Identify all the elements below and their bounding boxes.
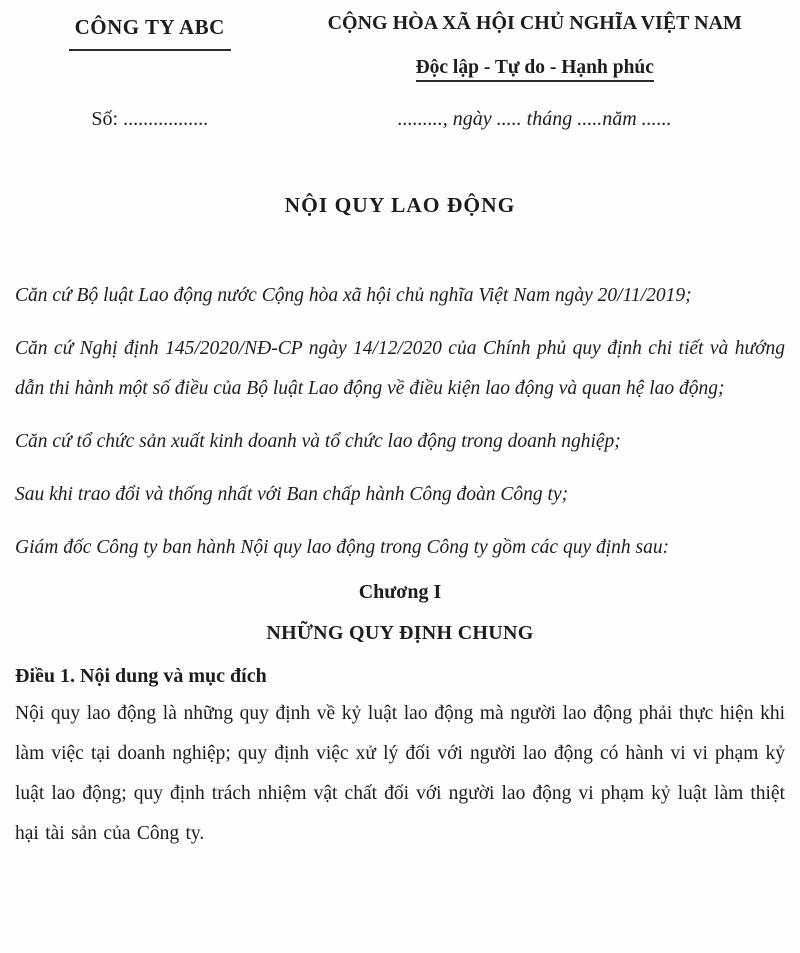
header-national-block bbox=[285, 12, 786, 82]
preamble-paragraph-5: Giám đốc Công ty ban hành Nội quy lao động trong Công ty gồm các quy định sau: bbox=[15, 536, 670, 558]
national-motto: Độc lập - Tự do - Hạnh phúc bbox=[416, 57, 654, 82]
preamble-paragraph-4: Sau khi trao đổi và thống nhất với Ban chấp hành Công đoàn Công ty; bbox=[15, 483, 569, 505]
preamble-paragraph-1: Căn cứ Bộ luật Lao động nước Cộng hòa xã hội chủ nghĩa Việt Nam ngày 20/11/2019; bbox=[15, 285, 692, 306]
preamble-section bbox=[15, 276, 785, 568]
preamble-paragraph-3: Căn cứ tổ chức sản xuất kinh doanh và tổ chức lao động trong doanh nghiệp; bbox=[15, 430, 621, 452]
document-number-line: Số: ................. bbox=[91, 108, 209, 130]
article-1-body: Nội quy lao động là những quy định về kỷ luật lao động mà người lao động phải thực hiện khi làm việc tại doanh nghiệp; quy định việc xử lý đối với người lao động có hành vi vi phạm kỷ luật lao động; quy định trách nhiệm vật chất đối với người lao động vi phạm kỷ luật làm thiệt hại tài sản của Công ty. bbox=[15, 702, 785, 844]
preamble-paragraph-2: Căn cứ Nghị định 145/2020/NĐ-CP ngày 14/12/2020 của Chính phủ quy định chi tiết và hướng dẫn thi hành một số điều của Bộ luật Lao động về điều kiện lao động và quan hệ lao động; bbox=[15, 337, 785, 399]
document-header bbox=[15, 12, 785, 82]
national-title: CỘNG HÒA XÃ HỘI CHỦ NGHĨA VIỆT NAM bbox=[327, 12, 742, 34]
article-1-heading: Điều 1. Nội dung và mục đích bbox=[15, 664, 267, 687]
header-company-block bbox=[15, 12, 285, 82]
document-date-line: ........., ngày ..... tháng .....năm ...... bbox=[397, 108, 672, 130]
document-meta-row bbox=[15, 108, 785, 131]
document-title: NỘI QUY LAO ĐỘNG bbox=[284, 193, 516, 217]
chapter-number: Chương I bbox=[358, 580, 442, 603]
company-name: CÔNG TY ABC bbox=[69, 15, 231, 51]
chapter-title: NHỮNG QUY ĐỊNH CHUNG bbox=[266, 621, 534, 644]
